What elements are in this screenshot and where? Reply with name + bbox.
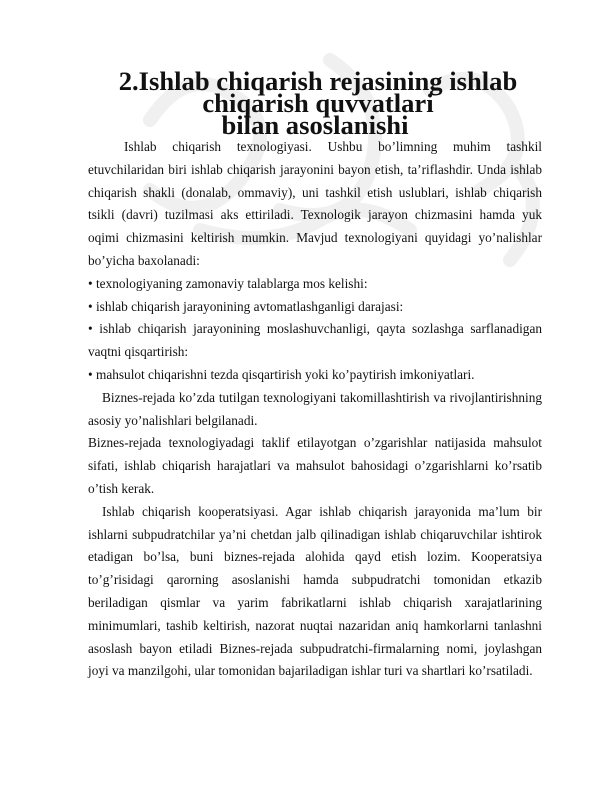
section-title-line-1: 2.Ishlab chiqarish rejasining ishlab chiqarish quvvatlari: [118, 66, 518, 118]
section-title: [88, 66, 542, 140]
paragraph-cooperation: Ishlab chiqarish kooperatsiyasi. Agar ishlab chiqarish jarayonida ma’lum bir ishlarni subpudratchilar ya’ni chetdan jalb qilinadigan ishlab chiqaruvchilar ishtirok etadigan bo’lsa, buni biznes-rejada alohida qayd etish lozim. Kooperatsiya to’g’risidagi qarorning asoslanishi hamda subpudratchi tomonidan etkazib beriladigan qismlar va yarim fabrikatlarni ishlab chiqarish xarajatlarining minimumlari, tashib keltirish, nazorat nuqtai nazaridan aniq hamkorlarni tanlashni asoslash bayon etiladi Biznes-rejada subpudratchi-firmalarning nomi, joylashgan joyi va manzilgohi, ular tomonidan bajariladigan ishlar turi va shartlari ko’rsatiladi.: [88, 503, 542, 679]
paragraph-changes: Biznes-rejada texnologiyadagi taklif etilayotgan o’zgarishlar natijasida mahsulot sifati, ishlab chiqarish harajatlari va mahsulot bahosidagi o’zgarishlarni ko’rsatib o’tish kerak.: [88, 435, 542, 496]
bullet-item: • mahsulot chiqarishni tezda qisqartirish yoki ko’paytirish imkoniyatlari.: [88, 366, 475, 382]
section-title-line-2: bilan asoslanishi: [221, 110, 409, 140]
paragraph-improvement: Biznes-rejada ko’zda tutilgan texnologiyani takomillashtirish va rivojlantirishning asosiy yo’nalishlari belgilanadi.: [88, 389, 542, 428]
paragraph-technology: Ishlab chiqarish texnologiyasi. Ushbu bo’limning muhim tashkil etuvchilaridan biri ishlab chiqarish jarayonini bayon etish, ta’riflashdir. Unda ishlab chiqarish shakli (donalab, ommaviy), uni tashkil etish uslublari, ishlab chiqarish tsikli (davri) tuzilmasi aks ettiriladi. Texnologik jarayon chizmasini hamda yuk oqimi chizmasini keltirish mumkin. Mavjud texnologiyani quyidagi yo’nalishlar bo’yicha baxolanadi:: [88, 139, 542, 268]
bullet-item: • texnologiyaning zamonaviy talablarga mos kelishi:: [88, 275, 368, 291]
bullet-item: • ishlab chiqarish jarayonining avtomatlashganligi darajasi:: [88, 298, 404, 314]
document-body: [88, 66, 542, 683]
bullet-item: • ishlab chiqarish jarayonining moslashuvchanligi, qayta sozlashga sarflanadigan vaqtni qisqartirish:: [88, 321, 542, 360]
